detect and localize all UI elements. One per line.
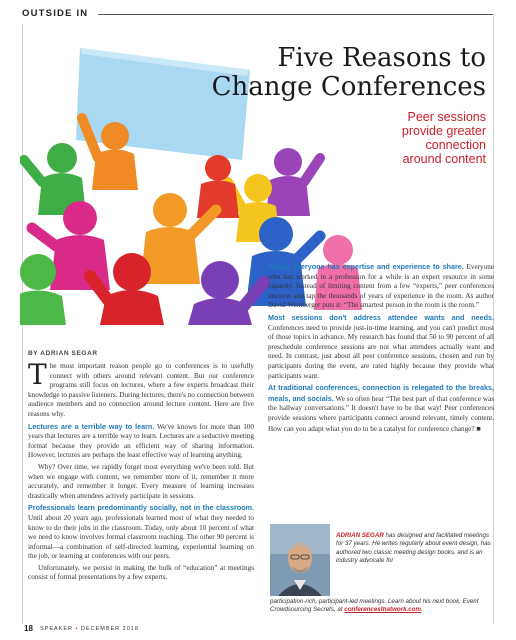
title-line-1: Five Reasons to — [277, 43, 486, 73]
lead-in: Today, everyone has expertise and experience to share. — [268, 262, 464, 271]
paragraph-unfortunately: Unfortunately, we persist in making the bulk of “education” at meetings consist of formal presentations by a few experts. — [28, 563, 254, 582]
section-label: OUTSIDE IN — [22, 8, 94, 19]
footer-folio — [40, 626, 139, 632]
author-bio: ADRIAN SEGAR has designed and facilitated meetings for 37 years. He writes regularly about event design, has authored two classic meeting design books, and is an industry advocate for — [336, 532, 491, 565]
lead-in: Professionals learn predominantly socially, not in the classroom. — [28, 503, 254, 513]
header-rule — [98, 14, 494, 15]
lead-in: Most sessions don't address attendee wants and needs. — [268, 312, 494, 322]
lead-in: At traditional conferences, connection is relegated to the breaks, meals, and socials. — [268, 383, 494, 403]
paragraph-connection: At traditional conferences, connection is relegated to the breaks, meals, and socials. We so often hear “The best part of that conference was the hallway conversations.” It doesn't have to be that way! Peer conferences provide sessions where participants connect around relevant, timely content. How can you adapt what you do to be a catalyst for conference change? ■ — [268, 383, 494, 433]
article-subhead — [336, 110, 486, 166]
paragraph-social: Professionals learn predominantly socially, not in the classroom. Until about 20 years ago, professionals learned most of what they needed to know to do their jobs in the classroom. Today, only about 10 percent of what we need to know involves formal classroom teaching. The other 90 percent is informal—a combination of self-directed learning, experiential learning on the job, or learning at conferences with our peers. — [28, 503, 254, 561]
subhead-line-2: provide greater — [401, 124, 486, 138]
author-photo — [270, 524, 330, 596]
right-column — [268, 262, 494, 436]
paragraph-lectures: Lectures are a terrible way to learn. We've known for more than 100 years that lectures are a terrible way to learn. Lectures are a seductive meeting format because they provide an efficient way of sharing information. However, lectures are perhaps the least effective way of learning anything. — [28, 421, 254, 460]
website-link[interactable]: conferencesthatwork.com — [344, 606, 421, 614]
subhead-line-1: Peer sessions — [407, 110, 486, 124]
article-title — [176, 44, 486, 102]
paragraph-intro: The most important reason people go to conferences is to usefully connect with others around relevant content. But our conference programs still focus on lectures, where a few experts broadcast their knowledge to passive listeners. During lectures, there's no connection between audience members and no connection around lecture content. Here are five reasons why. — [28, 358, 254, 418]
drop-cap: T — [28, 358, 47, 391]
left-column — [28, 358, 254, 585]
paragraph-sessions: Most sessions don't address attendee wants and needs. Conferences need to provide just-in-time learning, and you can't predict most of those topics in advance. My research has found that 50 to 90 percent of all preschedule conference sessions are not what attendees actually want and need. In contrast, just about all peer conference sessions, chosen and run by participants during the event, are rated highly because they provide what participants want. — [268, 312, 494, 380]
author-bio-continued: participation-rich, participant-led meetings. Learn about his next book, Event Crowdsourcing Secrets, at conferencesthatwork.com. — [270, 598, 479, 614]
byline: BY ADRIAN SEGAR — [28, 350, 98, 357]
issue-date: DECEMBER 2018 — [80, 626, 139, 632]
subhead-line-4: around content — [402, 152, 486, 166]
subhead-line-3: connection — [425, 138, 486, 152]
paragraph-why: Why? Over time, we rapidly forget most everything we've been told. But when we engage with content, we remember more of it, remember it more accurately, and remember it longer. Every measure of learning increases drastically when attendees actively participate in sessions. — [28, 462, 254, 500]
lead-in: Lectures are a terrible way to learn. — [28, 421, 155, 431]
magazine-name: SPEAKER — [40, 626, 73, 632]
paragraph-expertise: Today, everyone has expertise and experience to share. Everyone who has worked in a profession for a while is an expert resource in some capacity. Instead of limiting content from a few “experts,” peer conferences uncover and tap the thousands of years of experience in the room. As author David Weinberger puts it: “The smartest person in the room is the room.” — [268, 262, 494, 310]
separator-dot-icon: • — [75, 626, 79, 632]
title-line-2: Change Conferences — [211, 72, 486, 102]
end-mark-icon: ■ — [476, 423, 481, 433]
page-number: 18 — [24, 624, 33, 633]
author-name: ADRIAN SEGAR — [336, 532, 384, 539]
